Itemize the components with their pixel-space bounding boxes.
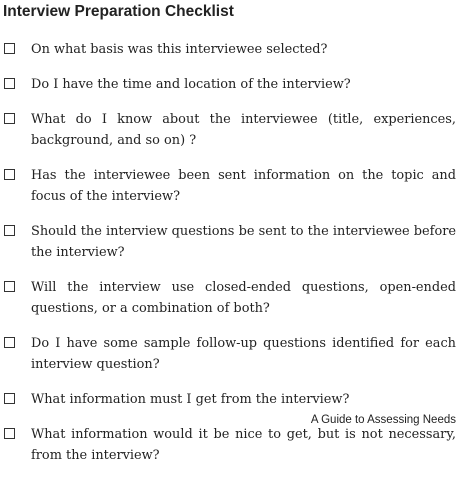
checkbox[interactable] [4,78,15,89]
checklist-item [4,424,456,466]
checklist-item-text: Do I have the time and location of the interview? [31,77,351,92]
checklist-item [4,74,456,95]
footer-text: A Guide to Assessing Needs [310,414,456,426]
checklist-item-text: What do I know about the interviewee (title, experiences, background, and so on) ? [31,112,456,148]
checkbox[interactable] [4,393,15,404]
checkbox[interactable] [4,428,15,439]
checkbox[interactable] [4,337,15,348]
checklist-item [4,221,456,263]
checklist-item [4,389,456,410]
checklist-item [4,165,456,207]
checklist-item-text: Will the interview use closed-ended questions, open-ended questions, or a combination of both? [31,280,456,316]
checklist-item-text: Has the interviewee been sent information on the topic and focus of the interview? [31,168,456,204]
checkbox[interactable] [4,113,15,124]
checkbox[interactable] [4,169,15,180]
checkbox[interactable] [4,43,15,54]
checkbox[interactable] [4,225,15,236]
checkbox[interactable] [4,281,15,292]
checklist-item-text: What information would it be nice to get, but is not necessary, from the interview? [31,427,456,463]
checklist-item [4,277,456,319]
checklist-item-text: Do I have some sample follow-up questions identified for each interview question? [31,336,456,372]
checklist-item-text: Should the interview questions be sent to the interviewee before the interview? [31,224,456,260]
page-title: Interview Preparation Checklist [3,3,234,20]
checklist-item [4,333,456,375]
checklist-item [4,109,456,151]
checklist-item [4,39,456,60]
checklist-item-text: What information must I get from the interview? [31,392,350,407]
checklist-item-text: On what basis was this interviewee selected? [31,42,328,57]
